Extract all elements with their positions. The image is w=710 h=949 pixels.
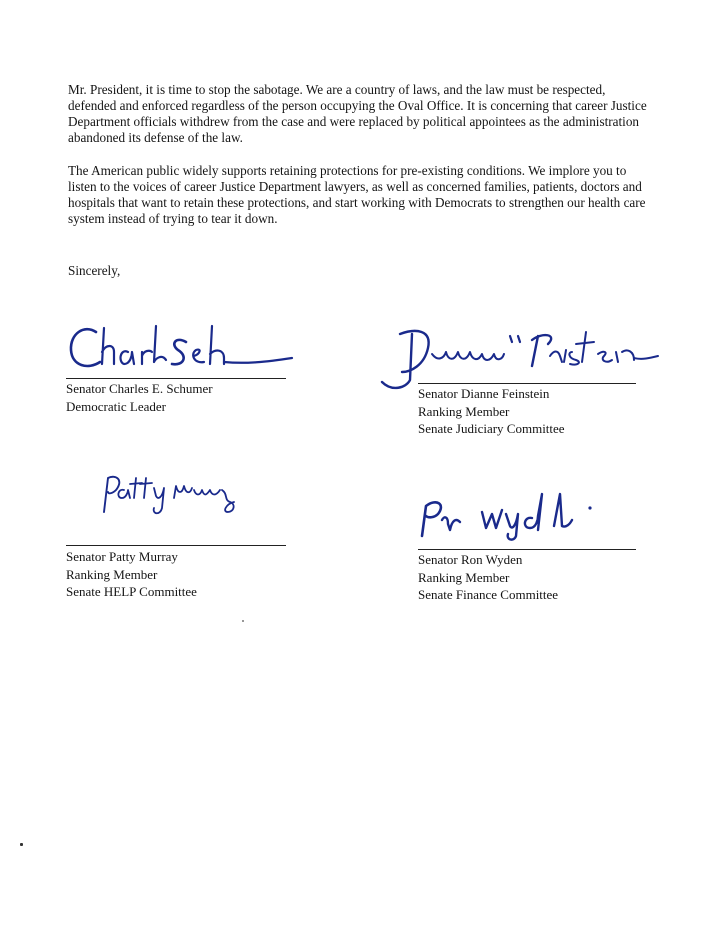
- signatory-committee: Senate HELP Committee: [66, 584, 197, 599]
- letter-closing: Sincerely,: [68, 263, 121, 278]
- scan-speck: [242, 620, 244, 622]
- signatory-murray: [66, 548, 197, 601]
- signatory-name: Senator Charles E. Schumer: [66, 381, 213, 396]
- signatory-feinstein: [418, 385, 565, 438]
- signature-line-murray: [66, 545, 286, 546]
- signatory-title: Ranking Member: [418, 403, 510, 419]
- signature-wyden: [408, 486, 608, 546]
- signature-line-schumer: [66, 378, 286, 379]
- signatory-title: Ranking Member: [418, 569, 510, 585]
- signature-line-feinstein: [418, 383, 636, 384]
- signatory-title: Ranking Member: [66, 566, 158, 582]
- signature-murray: [96, 468, 246, 520]
- signatory-wyden: [418, 551, 558, 604]
- signatory-name: Senator Dianne Feinstein: [418, 386, 550, 401]
- letter-paragraph-1: Mr. President, it is time to stop the sabotage. We are a country of laws, and the law must be respected, defended and enforced regardless of the person occupying the Oval Office. It is concerning that career Justice Department officials withdrew from the case and were replaced by political appointees as the administration abandoned its defense of the law.: [68, 82, 647, 145]
- scan-speck: [20, 843, 23, 846]
- signatory-committee: Senate Judiciary Committee: [418, 421, 565, 436]
- signatory-committee: Senate Finance Committee: [418, 587, 559, 602]
- signatory-title: Democratic Leader: [66, 398, 166, 414]
- signature-schumer: [66, 318, 296, 380]
- signatory-name: Senator Patty Murray: [66, 549, 178, 564]
- letter-paragraph-2: The American public widely supports retaining protections for pre-existing conditions. We implore you to listen to the voices of career Justice Department lawyers, as well as concerned families, patients, doctors and hospitals that want to retain these protections, and start working with Democrats to strengthen our health care system instead of trying to tear it down.: [68, 163, 646, 226]
- signatory-schumer: [66, 380, 213, 415]
- signatory-name: Senator Ron Wyden: [418, 552, 523, 567]
- signature-line-wyden: [418, 549, 636, 550]
